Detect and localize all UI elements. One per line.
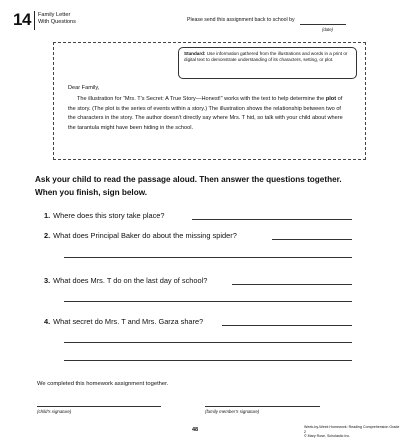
letter-salutation: Dear Family,	[68, 85, 100, 91]
instructions: Ask your child to read the passage aloud. Then answer the questions together. When you finish, sign below.	[35, 175, 342, 197]
letter-body-part2: of the story. (The plot is the series of events within a story.) The illustration shows the relationship between two of the characters in the story. The author doesn’t directly say where Mrs. T hid, so talk with your child about where the tarantula might have been hiding in the school.	[68, 96, 343, 131]
question-1-text: Where does this story take place?	[53, 211, 165, 220]
header-title	[38, 12, 98, 26]
letter-body-part1: The illustration for “Mrs. T’s Secret: A True Story—Honest!” works with the text to help determine the	[77, 96, 326, 102]
answer-3-line-2[interactable]	[64, 301, 352, 302]
standard-text: Use information gathered from the illustrations and words in a print or digital text to demonstrate understanding of its characters, setting, or plot.	[184, 51, 348, 62]
question-3-number: 3.	[44, 276, 51, 285]
answer-4-line-3[interactable]	[64, 360, 352, 361]
standard-label: Standard:	[184, 51, 206, 56]
question-1	[44, 211, 165, 220]
question-2	[44, 231, 237, 240]
family-signature-line[interactable]	[205, 406, 320, 407]
date-caption: (date)	[322, 27, 333, 32]
page-number: 48	[192, 427, 199, 433]
answer-3-line-1[interactable]	[232, 284, 352, 285]
header-title-line1: Family Letter	[38, 12, 71, 18]
header-divider	[34, 11, 35, 30]
answer-2-line-1[interactable]	[272, 239, 352, 240]
question-4	[44, 317, 203, 326]
child-signature-caption: (child’s signature)	[37, 409, 72, 414]
answer-2-line-2[interactable]	[64, 257, 352, 258]
question-2-number: 2.	[44, 231, 51, 240]
family-signature-caption: (family member’s signature)	[205, 409, 260, 414]
child-signature-line[interactable]	[37, 406, 161, 407]
credit-line-1: Week-by-Week Homework: Reading Comprehension Grade 2	[304, 425, 400, 434]
answer-1-line-1[interactable]	[192, 219, 352, 220]
completion-statement: We completed this homework assignment together.	[37, 381, 169, 387]
question-3-text: What does Mrs. T do on the last day of school?	[53, 276, 208, 285]
return-date-field[interactable]	[300, 24, 346, 25]
question-1-number: 1.	[44, 211, 51, 220]
lesson-number: 14	[13, 10, 31, 29]
question-3	[44, 276, 207, 285]
question-4-text: What secret do Mrs. T and Mrs. Garza share?	[53, 317, 204, 326]
standard-box	[178, 47, 357, 79]
credit-line-2: © Mary Rose, Scholastic Inc.	[304, 434, 351, 439]
answer-4-line-2[interactable]	[64, 342, 352, 343]
letter-body-bold: plot	[325, 96, 337, 102]
letter-body	[68, 95, 350, 133]
answer-4-line-1[interactable]	[222, 325, 352, 326]
question-2-text: What does Principal Baker do about the missing spider?	[53, 231, 237, 240]
return-note: Please send this assignment back to school by	[187, 17, 295, 23]
credit	[304, 425, 400, 439]
question-4-number: 4.	[44, 317, 51, 326]
header-title-line2: With Questions	[38, 19, 76, 25]
